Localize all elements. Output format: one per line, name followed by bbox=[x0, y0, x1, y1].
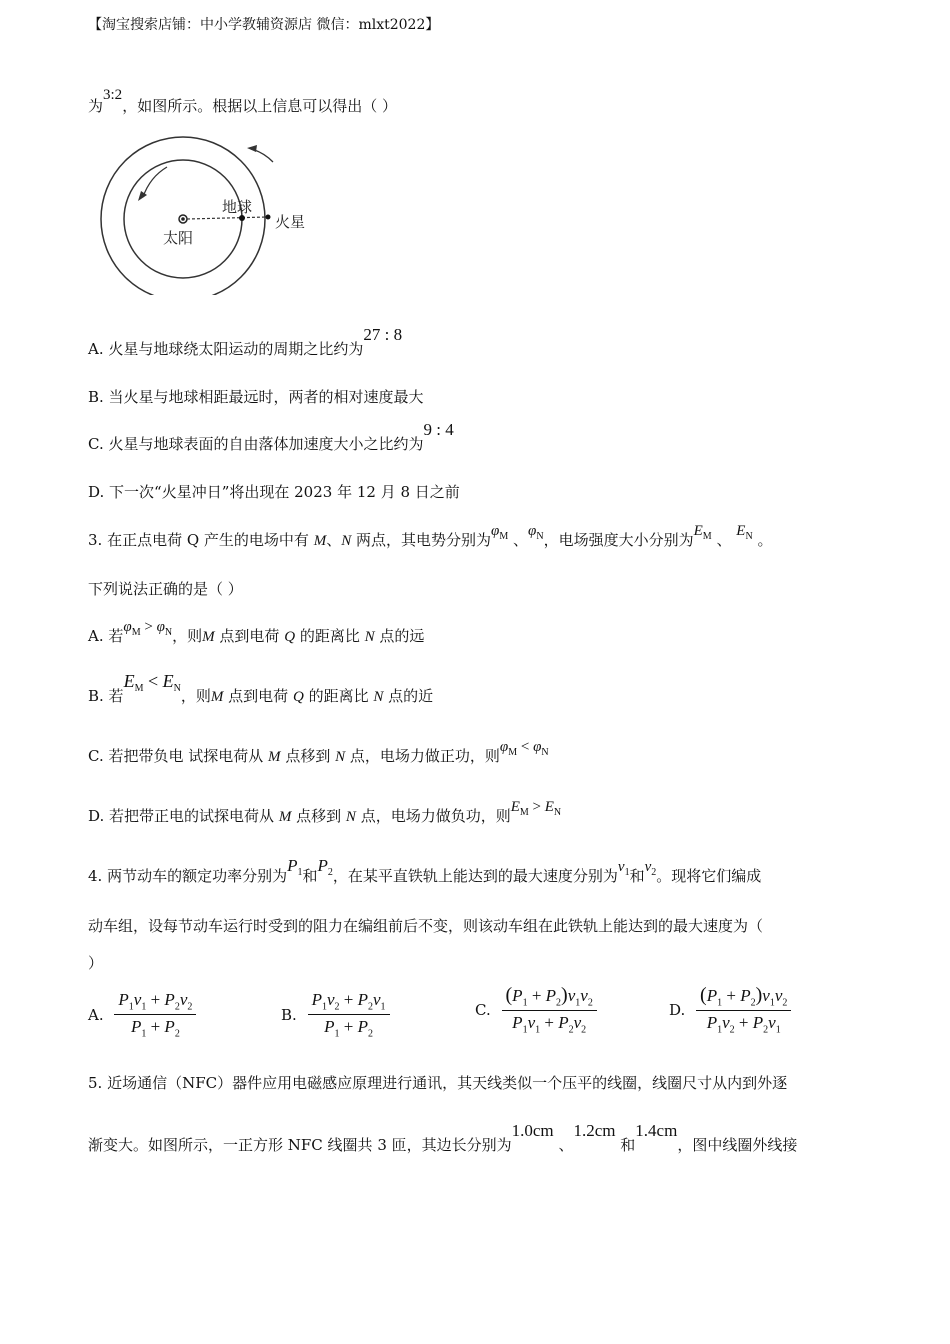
q3-stem-b: 两点，其电势分别为 bbox=[356, 531, 492, 549]
earth-label: 地球 bbox=[222, 198, 253, 216]
q3-b-pre: B. 若 bbox=[88, 687, 124, 705]
q3-stem-a: 3. 在正点电荷 Q 产生的电场中有 bbox=[88, 531, 309, 549]
intro-suffix: ，如图所示。根据以上信息可以得出（ ） bbox=[122, 97, 397, 115]
q5-stem2: 渐变大。如图所示，一正方形 NFC 线圈共 3 匝，其边长分别为1.0cm 、1.2cm 和1.4cm，图中线圈外线接 bbox=[88, 1121, 798, 1154]
q3-stem2: 下列说法正确的是（ ） bbox=[88, 580, 243, 598]
q2-option-b: B. 当火星与地球相距最远时，两者的相对速度最大 bbox=[88, 388, 424, 406]
q5-stem1: 5. 近场通信（NFC）器件应用电磁感应原理进行通讯，其天线类似一个压平的线圈，线圈尺寸从内到外逐 bbox=[88, 1074, 788, 1092]
q3-a-cond: $\varphi_M > \varphi_N$ bbox=[123, 619, 173, 638]
sun-core bbox=[181, 217, 185, 221]
q4-stem: 4. 两节动车的额定功率分别为$P_1$和$P_2$，在某平直铁轨上能达到的最大速度分别为$v_1$和$v_2$。现将它们编成 bbox=[88, 856, 762, 885]
q4-stem3: ） bbox=[88, 954, 104, 972]
q3-d-cond: $E_M > E_N$ bbox=[510, 799, 562, 818]
e-n: $E_N$ bbox=[736, 523, 753, 542]
mars-label: 火星 bbox=[275, 213, 306, 231]
v1: $v_1$ bbox=[617, 859, 630, 878]
p2: $P_2$ bbox=[317, 856, 333, 878]
q3-c-cond: $\varphi_M < \varphi_N$ bbox=[499, 739, 549, 758]
q5-len-3: 1.4cm bbox=[635, 1121, 678, 1140]
q2-option-d: D. 下一次“火星冲日”将出现在 2023 年 12 月 8 日之前 bbox=[88, 483, 460, 501]
earth-arrow bbox=[143, 167, 167, 197]
phi-m: $\varphi_M$ bbox=[491, 523, 509, 542]
q3-end: 。 bbox=[757, 531, 773, 549]
q3-sep-2: 、 bbox=[513, 531, 529, 549]
intro-line bbox=[88, 87, 397, 116]
q3-b-cond: $E_M < E_N$ bbox=[123, 671, 181, 694]
mars-dot bbox=[266, 215, 271, 220]
earth-arrow-head bbox=[138, 191, 147, 201]
q3-option-a: A. 若$\varphi_M > \varphi_N$，则M 点到电荷 Q 的距离比 N 点的远 bbox=[88, 619, 425, 645]
q2-c-text: C. 火星与地球表面的自由落体加速度大小之比约为 bbox=[88, 435, 424, 453]
q4-option-d: D. $\frac{(P_1 + P_2)v_1v_2}{P_1v_2 + P_2v_1}$ bbox=[669, 984, 791, 1036]
q3-stem-c: ，电场强度大小分别为 bbox=[543, 531, 694, 549]
q4-option-b: B. $\frac{P_1v_2 + P_2v_1}{P_1 + P_2}$ bbox=[281, 990, 390, 1040]
q3-a-then: ，则 bbox=[172, 627, 203, 645]
q3-a-pre: A. 若 bbox=[88, 627, 124, 645]
q3-option-b: B. 若$E_M < E_N$，则M 点到电荷 Q 的距离比 N 点的近 bbox=[88, 671, 434, 705]
q4-a-fraction: $\frac{P_1v_1 + P_2v_2}{P_1 + P_2}$ bbox=[114, 990, 196, 1040]
q2-a-value: 27 : 8 bbox=[363, 325, 403, 344]
q4-option-a: A. $\frac{P_1v_1 + P_2v_2}{P_1 + P_2}$ bbox=[88, 990, 196, 1040]
e-m: $E_M$ bbox=[693, 523, 712, 542]
sun-label: 太阳 bbox=[163, 229, 194, 247]
alignment-line bbox=[187, 217, 268, 219]
q2-a-text: A. 火星与地球绕太阳运动的周期之比约为 bbox=[88, 340, 364, 358]
v2: $v_2$ bbox=[644, 859, 657, 878]
q3-m: M bbox=[313, 533, 327, 549]
q3-option-c: C. 若把带负电 试探电荷从 M 点移到 N 点，电场力做正功，则$\varphi_M < \varphi_N$ bbox=[88, 739, 549, 765]
q4-c-fraction: $\frac{(P_1 + P_2)v_1v_2}{P_1v_1 + P_2v_2}$ bbox=[502, 984, 597, 1036]
mars-arrow-head bbox=[247, 145, 257, 152]
p1: $P_1$ bbox=[287, 856, 303, 878]
q4-stem2: 动车组，设每节动车运行时受到的阻力在编组前后不变，则该动车组在此铁轨上能达到的最大速度为（ bbox=[88, 917, 764, 935]
orbit-diagram bbox=[95, 135, 335, 295]
intro-ratio: 3:2 bbox=[103, 87, 123, 103]
phi-n: $\varphi_N$ bbox=[528, 523, 544, 542]
q3-stem bbox=[88, 523, 773, 550]
q3-sep-3: 、 bbox=[716, 531, 732, 549]
q5-len-1: 1.0cm bbox=[511, 1121, 554, 1140]
q3-n: N bbox=[341, 533, 352, 549]
q4-option-c: C. $\frac{(P_1 + P_2)v_1v_2}{P_1v_1 + P_2v_2}$ bbox=[475, 984, 597, 1036]
q4-b-fraction: $\frac{P_1v_2 + P_2v_1}{P_1 + P_2}$ bbox=[308, 990, 390, 1040]
q2-option-a bbox=[88, 325, 403, 359]
page-header: 【淘宝搜索店铺：中小学教辅资源店 微信：mlxt2022】 bbox=[88, 17, 440, 33]
q2-option-c bbox=[88, 420, 454, 454]
q3-option-d: D. 若把带正电的试探电荷从 M 点移到 N 点，电场力做负功，则$E_M > E_N$ bbox=[88, 799, 562, 825]
q4-d-fraction: $\frac{(P_1 + P_2)v_1v_2}{P_1v_2 + P_2v_1}$ bbox=[696, 984, 791, 1036]
intro-prefix: 为 bbox=[88, 97, 104, 115]
q3-sep: 、 bbox=[326, 531, 342, 549]
q2-c-value: 9 : 4 bbox=[423, 420, 454, 439]
q5-len-2: 1.2cm bbox=[573, 1121, 616, 1140]
